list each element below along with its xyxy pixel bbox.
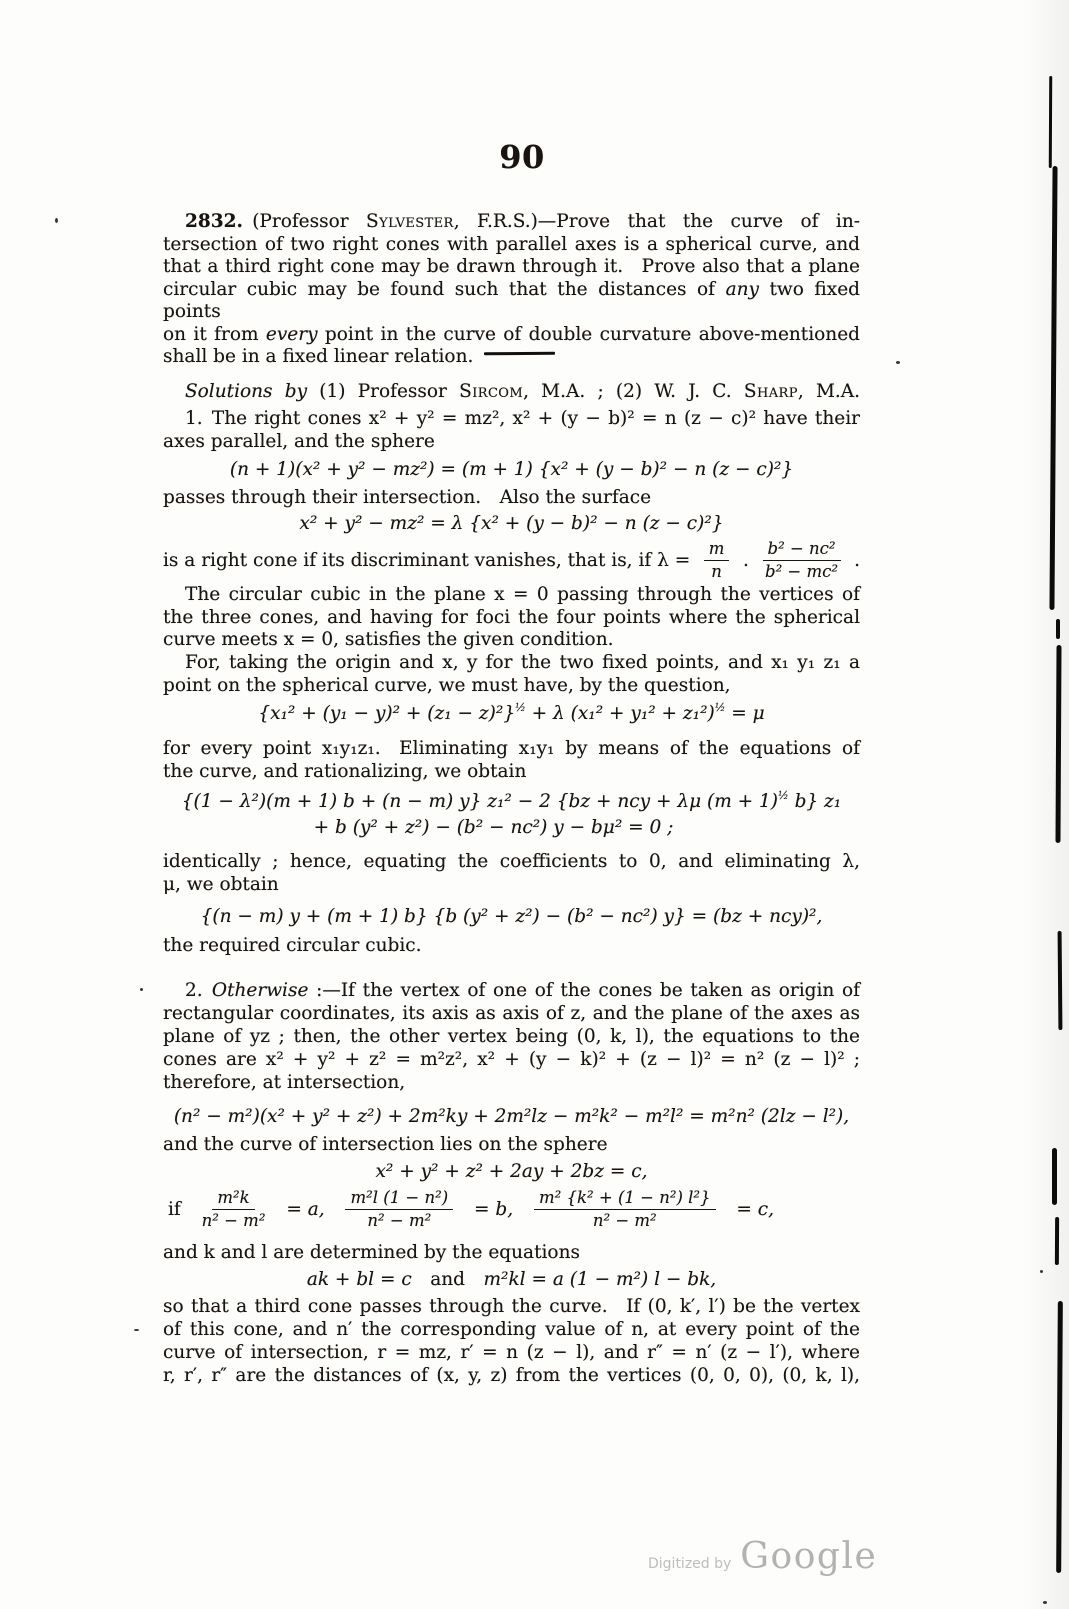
emphasized-word: any <box>725 278 759 300</box>
solver-name-1: Sircom <box>459 381 524 402</box>
exponent-half: ½ <box>714 700 726 714</box>
equation-sphere-through-intersection: (n + 1)(x² + y² − mz²) = (m + 1) {x² + (y − b)² − n (z − c)²} <box>229 459 794 480</box>
math-run: ak + bl = c <box>306 1269 412 1290</box>
text-line: for every point x₁y₁z₁. Eliminating x₁y₁ by means of the equations of <box>163 738 860 759</box>
text-run: point in the curve of double curvature above-mentioned <box>317 323 860 345</box>
ink-speck <box>896 361 900 364</box>
text-line: and the curve of intersection lies on the sphere <box>163 1134 608 1155</box>
math-run: {x₁² + (y₁ − y)² + (z₁ − z)²} <box>258 703 516 724</box>
fraction-numerator: b² − nc² <box>763 539 841 560</box>
text-run: (Professor <box>242 211 367 232</box>
text-line: identically ; hence, equating the coefficients to 0, and eliminating λ, <box>163 851 860 872</box>
text-line: the required circular cubic. <box>163 935 422 956</box>
text-line: 1. The right cones x² + y² = mz², x² + (y − b)² = n (z − c)² have their <box>185 408 860 429</box>
solution1-paragraph-6 <box>163 851 860 896</box>
equation-line-2: + b (y² + z²) − (b² − nc²) y − bμ² = 0 ; <box>313 817 674 838</box>
if-label: if <box>168 1198 181 1220</box>
math-run: = c, <box>736 1198 774 1220</box>
text-run: (1) Professor <box>307 381 460 402</box>
ink-speck <box>1043 1601 1047 1604</box>
equation-required-cubic: {(n − m) y + (m + 1) b} {b (y² + z²) − (b² − nc²) y} = (bz + ncy)², <box>200 906 823 927</box>
solver-name-2: Sharp <box>743 381 798 402</box>
math-run: = μ <box>725 703 765 724</box>
equation-line-1 <box>181 788 842 812</box>
solution1-paragraph-1 <box>163 408 860 453</box>
text-line: the three cones, and having for foci the four points where the spherical <box>163 606 860 628</box>
solution2-paragraph-1 <box>163 979 860 1094</box>
equation-sphere-2: x² + y² + z² + 2ay + 2bz = c, <box>375 1161 648 1182</box>
text-line: therefore, at intersection, <box>163 1072 406 1093</box>
text-line: point on the spherical curve, we must have, by the question, <box>163 674 731 696</box>
proposer-name: Sylvester <box>366 211 454 232</box>
problem-number: 2832. <box>185 211 243 232</box>
text-line: curve of intersection, r = mz, r′ = n (z − l), and r″ = n′ (z − l′), where <box>163 1342 860 1363</box>
text-line: the curve, and rationalizing, we obtain <box>163 760 527 782</box>
problem-line-5 <box>163 324 860 347</box>
fraction-denominator: n² − m² <box>201 1210 266 1230</box>
fraction-numerator: m <box>704 539 730 560</box>
byline-line <box>163 381 860 404</box>
emphasized-word: every <box>265 323 318 345</box>
fraction-numerator: m²k <box>212 1188 254 1209</box>
math-run: m²kl = a (1 − m²) l − bk, <box>483 1269 717 1290</box>
page-number: 90 <box>499 138 545 176</box>
scan-artifact-line <box>1049 76 1052 168</box>
text-line: axes parallel, and the sphere <box>163 430 435 452</box>
google-logo: Google <box>740 1536 878 1577</box>
problem-line-2: tersection of two right cones with parallel axes is a spherical curve, and <box>163 233 860 255</box>
solution1-paragraph-3 <box>163 584 860 652</box>
text-line: r, r′, r″ are the distances of (x, y, z) from the vertices (0, 0, 0), (0, k, l), <box>163 1365 860 1386</box>
fraction-m-over-n <box>704 539 730 581</box>
fraction-numerator: m² {k² + (1 − n²) l²} <box>534 1188 716 1209</box>
solution1-paragraph-2 <box>163 487 860 510</box>
problem-statement <box>163 211 860 369</box>
otherwise-label: Otherwise <box>211 980 309 1001</box>
text-run: , F.R.S.)—Prove that the curve of in- <box>453 211 861 232</box>
math-run: = b, <box>474 1198 514 1220</box>
math-run: = a, <box>286 1198 325 1220</box>
solutions-by-label: Solutions by <box>185 381 308 402</box>
solution2-paragraph-2 <box>163 1133 860 1156</box>
text-line: cones are x² + y² + z² = m²z², x² + (y − k)² + (z − l)² = n² (z − l)² ; <box>163 1049 860 1070</box>
text-line: plane of yz ; then, the other vertex being (0, k, l), the equations to the <box>163 1026 860 1047</box>
ink-speck <box>134 1329 139 1331</box>
fraction-a <box>202 1188 266 1230</box>
solution2-paragraph-3 <box>163 1241 860 1264</box>
solution2-number: 2. <box>185 980 212 1001</box>
equation-k-l-conditions <box>163 1267 860 1293</box>
fraction-b2-nc2 <box>763 539 841 581</box>
problem-line-1 <box>163 211 860 234</box>
text-run: . <box>854 549 860 571</box>
text-line: μ, we obtain <box>163 873 279 895</box>
scan-artifact-line <box>1055 1217 1059 1265</box>
problem-line-4 <box>163 279 860 324</box>
fraction-denominator: b² − mc² <box>765 561 839 581</box>
text-run: , M.A. <box>797 381 861 402</box>
equation-distance-relation <box>163 701 860 727</box>
text-line <box>163 979 860 1002</box>
problem-line-6: shall be in a fixed linear relation. <box>163 346 474 367</box>
text-line: of this cone, and n′ the corresponding value of n, at every point of the <box>163 1319 860 1340</box>
problem-line-3: that a third right cone may be drawn through it. Prove also that a plane <box>163 256 860 277</box>
scan-artifact-line <box>1052 1148 1057 1205</box>
solution1-paragraph-4 <box>163 652 860 697</box>
text-run: circular cubic may be found such that the distances of <box>163 278 726 300</box>
text-line: passes through their intersection. Also the surface <box>163 487 652 508</box>
solutions-byline <box>163 381 860 404</box>
text-line: rectangular coordinates, its axis as axis of z, and the plane of the axes as <box>163 1003 860 1024</box>
digitization-watermark <box>648 1536 877 1577</box>
text-line: so that a third cone passes through the curve. If (0, k′, l′) be the vertex <box>163 1296 860 1317</box>
fraction-b <box>345 1188 453 1230</box>
ink-speck <box>1040 1270 1043 1273</box>
fraction-c <box>534 1188 716 1230</box>
scan-artifact-line <box>1056 619 1060 639</box>
equation-surface-lambda: x² + y² − mz² = λ {x² + (y − b)² − n (z − c)²} <box>299 513 724 534</box>
math-run: {(1 − λ²)(m + 1) b + (n − m) y} z₁² − 2 {bz + ncy + λμ (m + 1) <box>181 791 779 812</box>
solution1-paragraph-5 <box>163 738 860 783</box>
coefficient-conditions-line <box>168 1184 774 1234</box>
discriminant-condition-line <box>163 536 860 584</box>
ink-speck <box>140 988 143 991</box>
digitized-by-label: Digitized by <box>648 1556 732 1572</box>
equation-rationalized <box>163 789 860 841</box>
equation-at-intersection: (n² − m²)(x² + y² + z²) + 2m²ky + 2m²lz − m²k² − m²l² = m²n² (2lz − l²), <box>173 1106 850 1127</box>
fraction-numerator: m²l (1 − n²) <box>345 1188 453 1209</box>
fraction-denominator: n² − m² <box>592 1210 657 1230</box>
section-divider-rule <box>484 352 555 355</box>
text-line: curve meets x = 0, satisfies the given condition. <box>163 629 614 650</box>
fraction-denominator: n² − m² <box>367 1210 432 1230</box>
solution1-paragraph-7 <box>163 935 860 958</box>
text-run: :—If the vertex of one of the cones be taken as origin of <box>308 980 860 1001</box>
multiplication-dot: . <box>743 549 749 571</box>
exponent-half: ½ <box>515 700 526 714</box>
and-connector: and <box>411 1269 484 1290</box>
math-run: + λ (x₁² + y₁² + z₁²) <box>525 703 715 724</box>
text-run: two fixed points <box>163 278 860 322</box>
text-run: on it from <box>163 323 266 345</box>
text-line: and k and l are determined by the equations <box>163 1242 580 1263</box>
text-run: is a right cone if its discriminant vanishes, that is, if λ = <box>163 549 691 571</box>
exponent-half: ½ <box>778 788 789 802</box>
scan-artifact-line <box>1055 645 1061 843</box>
fraction-denominator: n <box>711 561 722 581</box>
solution2-paragraph-4 <box>163 1295 860 1387</box>
ink-speck <box>55 218 58 223</box>
text-line: For, taking the origin and x, y for the two fixed points, and x₁ y₁ z₁ a <box>185 652 860 673</box>
math-run: b} z₁ <box>788 791 842 812</box>
text-line: The circular cubic in the plane x = 0 passing through the vertices of <box>185 584 860 605</box>
scan-artifact-line <box>1058 931 1063 1030</box>
text-run: , M.A. ; (2) W. J. C. <box>523 381 744 402</box>
